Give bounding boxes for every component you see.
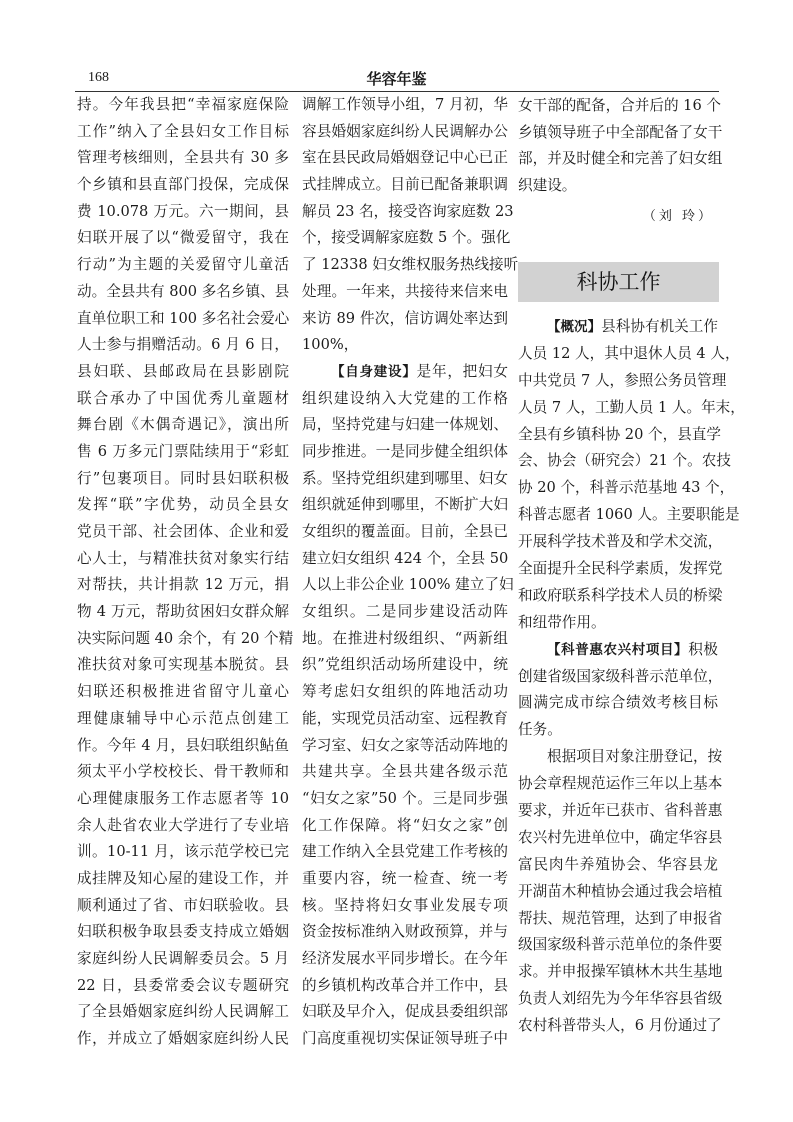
- line-text: 式挂牌成立。目前已配备兼职调: [302, 176, 508, 194]
- text-line: [77, 492, 289, 519]
- line-text: 中共党员 7 人，参照公务员管理: [518, 371, 727, 389]
- text-line: [77, 145, 289, 172]
- text-line: [302, 359, 508, 386]
- text-line: [77, 439, 289, 466]
- line-text: 建工作纳入全县党建工作考核的: [302, 843, 508, 861]
- line-text: 了 12338 妇女维权服务热线接听: [302, 256, 519, 274]
- line-text: 理健康辅导中心示范点创建工: [77, 709, 289, 727]
- text-line: [518, 314, 718, 341]
- text-line: [302, 652, 508, 679]
- line-text: 行”包裹项目。同时县妇联积极: [77, 469, 289, 487]
- text-line: [518, 637, 718, 664]
- line-text: 人员 7 人，工勤人员 1 人。年末，: [518, 398, 745, 416]
- line-text: 持。今年我县把“幸福家庭保险: [77, 96, 289, 113]
- text-line: [302, 412, 508, 439]
- line-text: 100%，: [302, 336, 359, 354]
- line-text: 全面提升全民科学素质，发挥党: [518, 560, 723, 578]
- text-line: [77, 546, 289, 573]
- line-text: 容县婚姻家庭纠纷人民调解办公: [302, 122, 508, 140]
- text-line: [77, 973, 289, 1000]
- line-text: 县科协有机关工作: [601, 318, 718, 335]
- line-text: “妇女之家”50 个。三是同步强: [302, 789, 508, 807]
- line-text: 化工作保障。将“妇女之家”创: [302, 816, 508, 834]
- text-line: [302, 706, 508, 733]
- line-text: 系。坚持党组织建到哪里、妇女: [302, 469, 508, 487]
- line-text: 女组织。二是同步建设活动阵: [302, 603, 508, 621]
- line-text: 和纽带作用。: [518, 613, 606, 631]
- line-text: 顺利通过了省、市妇联验收。县: [77, 896, 289, 914]
- text-line: [518, 798, 723, 825]
- text-line: [77, 519, 289, 546]
- line-text: 能，实现党员活动室、远程教育: [302, 709, 508, 727]
- line-text: 舞台剧《木偶奇遇记》，演出所: [77, 416, 289, 434]
- line-text: 部，并及时健全和完善了妇女组: [518, 150, 723, 168]
- line-text: 全县有乡镇科协 20 个，县直学: [518, 425, 721, 443]
- text-line: [77, 893, 289, 920]
- line-text: 调解工作领导小组，7 月初，华: [302, 96, 508, 113]
- line-text: 重要内容，统一检查、统一考: [302, 869, 508, 887]
- line-text: 协会章程规范运作三年以上基本: [518, 775, 723, 793]
- line-text: 帮扶、规范管理，达到了申报省: [518, 909, 723, 927]
- line-text: 乡镇领导班子中全部配备了女干: [518, 123, 723, 141]
- text-line: [518, 959, 723, 986]
- text-line: [518, 879, 723, 906]
- line-text: 求。并申报操军镇林木共生基地: [518, 963, 723, 981]
- line-text: 心人士，与精准扶贫对象实行结: [77, 549, 289, 567]
- line-text: 农兴村先进单位中，确定华容县: [518, 828, 723, 846]
- text-line: [77, 279, 289, 306]
- column-2: [302, 92, 519, 1053]
- text-line: [77, 306, 289, 333]
- line-text: 售 6 万多元门票陆续用于“彩虹: [77, 442, 289, 460]
- text-line: [518, 422, 721, 449]
- text-line: [302, 1026, 508, 1053]
- line-text: 开展科学技术普及和学术交流，: [518, 533, 723, 551]
- text-line: [77, 172, 289, 199]
- author-credit: （刘 玲）: [642, 209, 714, 224]
- text-line: [302, 145, 508, 172]
- line-text: 积极: [688, 640, 718, 658]
- text-line: [518, 664, 723, 691]
- section-heading: 【概况】: [547, 319, 602, 335]
- text-line: [518, 173, 718, 200]
- text-line: [77, 733, 289, 760]
- text-line: [302, 973, 508, 1000]
- line-text: 人员 12 人，其中退休人员 4 人，: [518, 344, 740, 362]
- text-line: [302, 466, 508, 493]
- line-text: 家庭纠纷人民调解委员会。5 月: [77, 950, 289, 967]
- line-text: 个乡镇和县直部门投保，完成保: [77, 176, 289, 194]
- text-line: [518, 717, 718, 744]
- text-line: [77, 386, 289, 413]
- section-heading: 【科普惠农兴村项目】: [547, 641, 689, 658]
- line-text: 个，接受调解家庭数 5 个。强化: [302, 229, 511, 247]
- text-line: [77, 919, 289, 946]
- text-line: [518, 556, 723, 583]
- line-text: 成挂牌及知心屋的建设工作，并: [77, 869, 289, 887]
- line-text: 训。10-11 月，该示范学校已完: [77, 843, 289, 861]
- text-line: [302, 599, 508, 626]
- text-line: [302, 813, 508, 840]
- line-text: 决实际问题 40 余个，有 20 个精: [77, 629, 294, 647]
- line-text: 妇联积极争取县委支持成立婚姻: [77, 923, 289, 941]
- line-text: 富民肉牛养殖协会、华容县龙: [518, 855, 718, 873]
- line-text: 室在县民政局婚姻登记中心已正: [302, 149, 508, 167]
- line-text: 创建省级国家级科普示范单位，: [518, 667, 723, 685]
- line-text: 门高度重视切实保证领导班子中: [302, 1030, 508, 1048]
- text-line: [77, 866, 289, 893]
- line-text: 准扶贫对象可实现基本脱贫。县: [77, 656, 289, 674]
- line-text: 协 20 个，科普示范基地 43 个，: [518, 479, 735, 497]
- text-line: [77, 252, 289, 279]
- line-text: 根据项目对象注册登记，按: [547, 748, 723, 766]
- text-line: [518, 932, 723, 959]
- line-text: 组织建设纳入大党建的工作格: [302, 389, 508, 407]
- text-line: [302, 306, 508, 333]
- text-line: [77, 92, 289, 119]
- text-line: [518, 906, 723, 933]
- text-line: [77, 359, 289, 386]
- text-line: [302, 439, 508, 466]
- line-text: 农村科普带头人，6 月份通过了: [518, 1017, 722, 1035]
- line-text: 核。坚持将妇女事业发展专项: [302, 896, 508, 914]
- text-line: [518, 986, 723, 1013]
- text-line: [302, 519, 508, 546]
- line-text: 圆满完成市综合绩效考核目标: [518, 694, 718, 712]
- line-text: 建立妇女组织 424 个，全县 50: [302, 549, 509, 567]
- text-line: [302, 679, 508, 706]
- line-text: 须太平小学校校长、骨干教师和: [77, 763, 289, 781]
- line-text: 物 4 万元，帮助贫困妇女群众解: [77, 603, 289, 621]
- text-line: [302, 92, 508, 119]
- text-line: [518, 529, 723, 556]
- line-text: 经济发展水平同步增长。在今年: [302, 950, 508, 967]
- line-text: 共建共享。全县共建各级示范: [302, 763, 508, 781]
- text-line: [77, 786, 289, 813]
- line-text: 作，并成立了婚姻家庭纠纷人民: [77, 1030, 289, 1048]
- text-line: [77, 599, 289, 626]
- line-text: 局，坚持党建与妇建一体规划、: [302, 416, 508, 434]
- text-line: [302, 332, 508, 359]
- line-text: 人士参与捐赠活动。6 月 6 日，: [77, 336, 289, 354]
- text-line: [518, 395, 745, 422]
- line-text: 县妇联、县邮政局在县影剧院: [77, 362, 289, 380]
- line-text: 处理。一年来，共接待来信来电: [302, 282, 508, 300]
- running-title: 华容年鉴: [366, 70, 427, 88]
- text-line: [77, 759, 289, 786]
- line-text: 对帮扶，共计捐款 12 万元，捐: [77, 576, 289, 594]
- text-line: [302, 572, 514, 599]
- line-text: 妇联还积极推进省留守儿童心: [77, 683, 289, 701]
- line-text: 来访 89 件次，信访调处率达到: [302, 309, 508, 327]
- line-text: 直单位职工和 100 多名社会爱心: [77, 309, 290, 327]
- text-line: [302, 386, 508, 413]
- text-line: [518, 368, 727, 395]
- line-text: 负责人刘绍先为今年华容县省级: [518, 990, 723, 1008]
- text-line: [77, 466, 289, 493]
- line-text: 党员干部、社会团体、企业和爱: [77, 523, 289, 540]
- text-line: [77, 626, 294, 653]
- line-text: 女组织的覆盖面。目前，全县已: [302, 523, 508, 540]
- line-text: 任务。: [518, 721, 562, 739]
- text-line: [518, 341, 740, 368]
- text-line: [77, 839, 289, 866]
- text-line: [302, 733, 508, 760]
- text-line: [302, 172, 508, 199]
- text-line: [518, 502, 740, 529]
- text-line: [77, 572, 289, 599]
- section-title-banner: 科协工作: [518, 262, 719, 302]
- section-heading: 【自身建设】: [331, 363, 417, 380]
- text-line: [518, 475, 735, 502]
- line-text: 会、协会（研究会）21 个。农技: [518, 452, 731, 470]
- text-line: [77, 225, 289, 252]
- text-line: [302, 252, 519, 279]
- line-text: 行动”为主题的关爱留守儿童活: [77, 256, 289, 274]
- line-text: 妇联开展了以“微爱留守，我在: [77, 229, 289, 247]
- text-line: [518, 448, 731, 475]
- line-text: 织”党组织活动场所建设中，统: [302, 656, 508, 674]
- line-text: 人以上非公企业 100% 建立了妇: [302, 576, 514, 594]
- text-line: [77, 199, 289, 226]
- line-text: 了全县婚姻家庭纠纷人民调解工: [77, 1003, 289, 1021]
- line-text: 筹考虑妇女组织的阵地活动功: [302, 683, 508, 701]
- text-line: [77, 706, 289, 733]
- line-text: 学习室、妇女之家等活动阵地的: [302, 736, 508, 754]
- line-text: 地。在推进村级组织、“两新组: [302, 629, 508, 647]
- text-line: [77, 679, 289, 706]
- text-line: [518, 771, 723, 798]
- line-text: 科普志愿者 1060 人。主要职能是: [518, 506, 740, 524]
- line-text: 资金按标准纳入财政预算，并与: [302, 923, 508, 941]
- text-line: [518, 1013, 722, 1040]
- line-text: 管理考核细则，全县共有 30 多: [77, 149, 289, 167]
- line-text: 费 10.078 万元。六一期间，县: [77, 202, 289, 220]
- line-text: 组织就延伸到哪里，不断扩大妇: [302, 496, 508, 514]
- line-text: 级国家级科普示范单位的条件要: [518, 936, 723, 954]
- text-line: [302, 199, 514, 226]
- text-line: [518, 690, 718, 717]
- line-text: 的乡镇机构改革合并工作中，县: [302, 976, 508, 994]
- line-text: 22 日，县委常委会议专题研究: [77, 976, 289, 994]
- line-text: 女干部的配备，合并后的 16 个: [518, 97, 721, 114]
- text-line: [518, 93, 721, 120]
- text-line: [77, 813, 289, 840]
- line-text: 和政府联系科学技术人员的桥梁: [518, 586, 723, 604]
- line-text: 心理健康服务工作志愿者等 10: [77, 789, 289, 807]
- line-text: 余人赴省农业大学进行了专业培: [77, 816, 289, 834]
- text-line: [302, 919, 508, 946]
- text-line: [518, 583, 723, 610]
- line-text: 要求，并近年已获市、省科普惠: [518, 802, 723, 820]
- text-line: [518, 146, 723, 173]
- line-text: 动。全县共有 800 多名乡镇、县: [77, 282, 290, 300]
- text-line: [518, 120, 723, 147]
- column-3-bottom: [518, 314, 745, 1040]
- text-line: [302, 999, 508, 1026]
- text-line: [302, 546, 508, 573]
- line-text: 工作”纳入了全县妇女工作目标: [77, 122, 289, 140]
- text-line: [302, 626, 508, 653]
- text-line: [77, 332, 289, 359]
- text-line: [77, 946, 289, 973]
- text-line: [77, 1026, 289, 1053]
- text-line: [302, 946, 508, 973]
- text-line: [302, 279, 508, 306]
- text-line: [302, 866, 508, 893]
- line-text: 是年，把妇女: [416, 362, 508, 380]
- text-line: [302, 119, 508, 146]
- text-line: [302, 225, 511, 252]
- text-line: [518, 825, 723, 852]
- line-text: 解员 23 名，接受咨询家庭数 23: [302, 202, 514, 220]
- column-1: [77, 92, 294, 1053]
- line-text: 同步推进。一是同步健全组织体: [302, 442, 508, 460]
- column-3-top: [518, 93, 723, 200]
- text-line: [518, 744, 723, 771]
- line-text: 作。今年 4 月，县妇联组织鲇鱼: [77, 736, 289, 754]
- text-line: [77, 999, 289, 1026]
- text-line: [77, 119, 289, 146]
- text-line: [302, 786, 508, 813]
- text-line: [302, 759, 508, 786]
- line-text: 织建设。: [518, 177, 577, 195]
- text-line: [302, 839, 508, 866]
- line-text: 妇联及早介入，促成县委组织部: [302, 1003, 508, 1021]
- line-text: 联合承办了中国优秀儿童题材: [77, 389, 289, 407]
- line-text: 开湖苗木种植协会通过我会培植: [518, 882, 723, 900]
- text-line: [518, 610, 718, 637]
- page-number: 168: [88, 70, 109, 85]
- text-line: [302, 893, 508, 920]
- text-line: [518, 852, 718, 879]
- line-text: 发挥“联”字优势，动员全县女: [77, 496, 289, 514]
- text-line: [77, 412, 289, 439]
- text-line: [302, 492, 508, 519]
- text-line: [77, 652, 289, 679]
